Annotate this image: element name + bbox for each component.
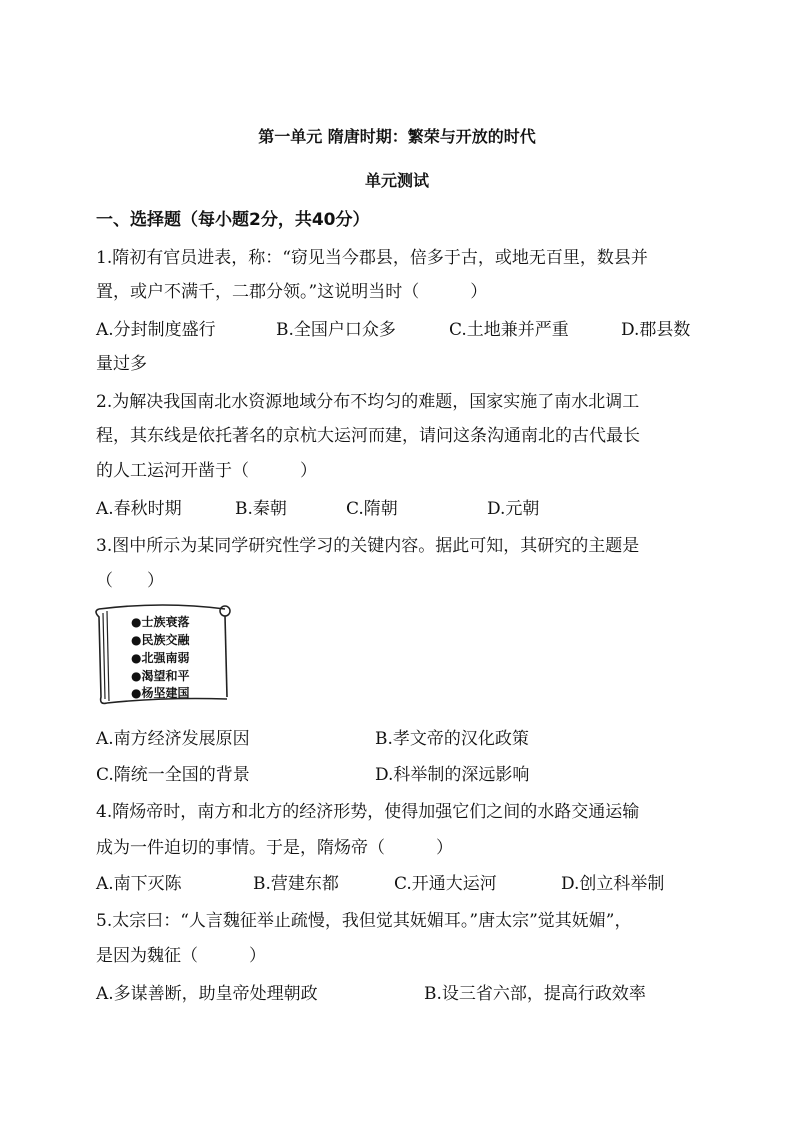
q4-line2: 成为一件迫切的事情。于是，隋炀帝（ ）	[96, 838, 453, 858]
scroll-item: ●杨坚建国	[131, 686, 190, 700]
unit-subtitle: 单元测试	[364, 171, 429, 190]
scroll-item: ●士族衰落	[131, 615, 190, 629]
q2-line1: 2.为解决我国南北水资源地域分布不均匀的难题，国家实施了南水北调工	[96, 392, 640, 412]
q1-line1: 1.隋初有官员进表，称：“窃见当今郡县，倍多于古，或地无百里，数县并	[96, 248, 648, 268]
q3-option-a: A.南方经济发展原因	[96, 729, 250, 749]
q4-line1: 4.隋炀帝时，南方和北方的经济形势，使得加强它们之间的水路交通运输	[96, 802, 640, 822]
section-heading: 一、选择题（每小题2分，共40分）	[96, 210, 370, 230]
q1-option-a: A.分封制度盛行	[96, 320, 216, 340]
q5-line1: 5.太宗曰：“人言魏征举止疏慢，我但觉其妩媚耳。”唐太宗”觉其妩媚”，	[96, 911, 632, 931]
q3-option-d: D.科举制的深远影响	[375, 765, 530, 785]
scroll-figure	[93, 601, 233, 707]
q2-option-a: A.春秋时期	[96, 499, 182, 519]
q2-option-d: D.元朝	[487, 499, 540, 519]
q4-option-b: B.营建东都	[253, 874, 339, 894]
scroll-item: ●北强南弱	[131, 651, 190, 665]
q2-option-b: B.秦朝	[235, 499, 287, 519]
q5-line2: 是因为魏征（ ）	[96, 946, 266, 966]
q4-option-a: A.南下灭陈	[96, 874, 182, 894]
q1-option-c: C.土地兼并严重	[449, 320, 569, 340]
q1-line2: 置，或户不满千，二郡分领。”这说明当时（ ）	[96, 282, 488, 302]
q2-line2: 程，其东线是依托著名的京杭大运河而建，请问这条沟通南北的古代最长	[96, 426, 640, 446]
q4-option-c: C.开通大运河	[394, 874, 497, 894]
q3-option-c: C.隋统一全国的背景	[96, 765, 250, 785]
scroll-item: ●民族交融	[131, 633, 190, 647]
q2-option-c: C.隋朝	[346, 499, 398, 519]
q1-option-d-cont: 量过多	[96, 354, 147, 374]
scroll-item: ●渴望和平	[131, 669, 190, 683]
q3-option-b: B.孝文帝的汉化政策	[375, 729, 529, 749]
q3-line2: （ ）	[96, 571, 164, 591]
unit-title: 第一单元 隋唐时期：繁荣与开放的时代	[258, 127, 536, 146]
q4-option-d: D.创立科举制	[561, 874, 665, 894]
q1-option-d: D.郡县数	[621, 320, 691, 340]
q5-option-b: B.设三省六部，提高行政效率	[424, 984, 646, 1004]
q3-line1: 3.图中所示为某同学研究性学习的关键内容。据此可知，其研究的主题是	[96, 536, 640, 556]
q2-line3: 的人工运河开凿于（ ）	[96, 461, 317, 481]
q1-option-b: B.全国户口众多	[276, 320, 396, 340]
q5-option-a: A.多谋善断，助皇帝处理朝政	[96, 984, 318, 1004]
